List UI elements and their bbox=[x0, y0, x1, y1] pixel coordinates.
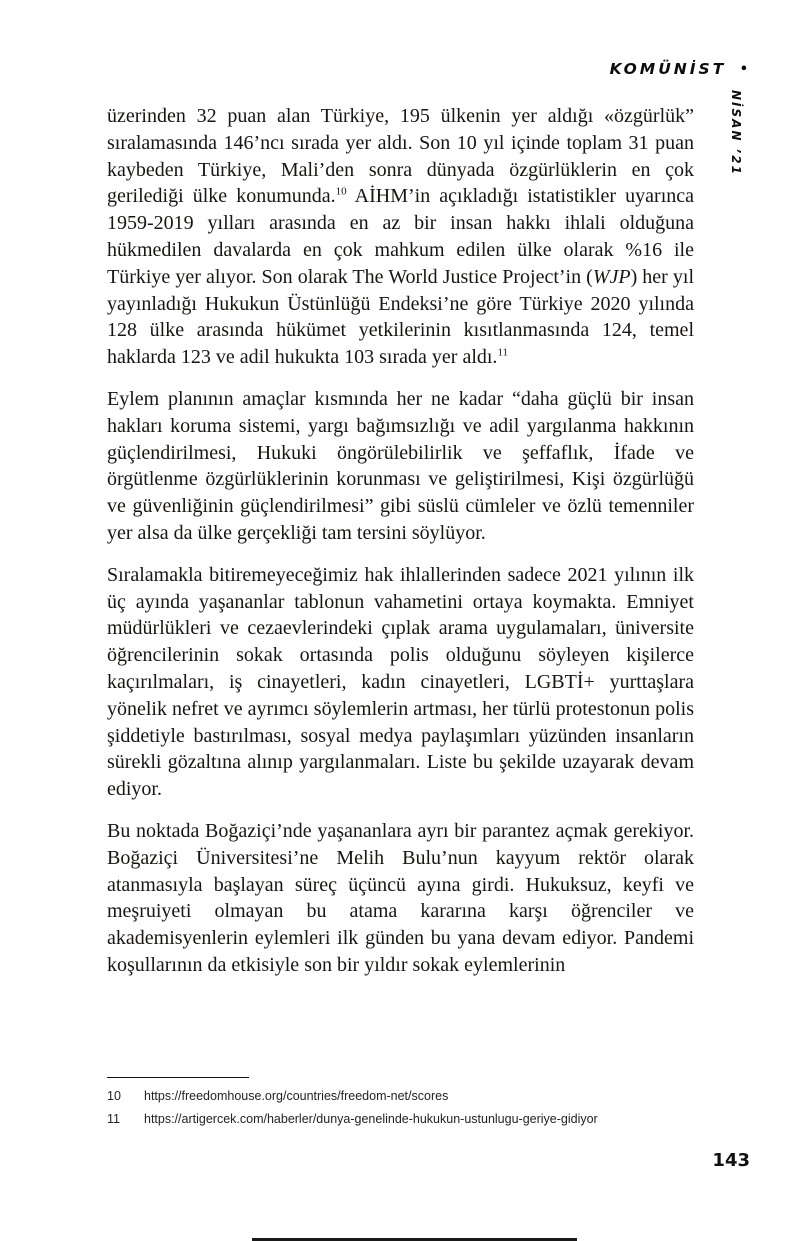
masthead bbox=[610, 60, 748, 78]
issue-date-vertical: NİSAN ’21 bbox=[729, 90, 743, 176]
paragraph-text: ) her yıl yayınladığı Hukukun Üstünlüğü Endeksi’ne göre Türkiye 2020 yılında 128 ülke arasında hükümet yetkilerinin kısıtlanmasında 124, temel haklarda 123 ve adil hukukta 103 sırada yer aldı. bbox=[107, 265, 694, 369]
paragraph-text: üzerinden 32 puan alan Türkiye, 195 ülkenin yer aldığı «özgürlük” sıralamasında 146’ncı sırada yer aldı. Son 10 yıl içinde toplam 31 puan kaybeden Türkiye, Mali’den sonra dünyada özgürlüklerin en çok gerilediği ülke konumunda. bbox=[107, 105, 694, 208]
magazine-title: KOMÜNİST bbox=[609, 60, 727, 78]
footnotes-section bbox=[107, 1077, 697, 1134]
masthead-bullet-icon: • bbox=[739, 62, 748, 77]
footnote-number: 10 bbox=[107, 1089, 121, 1103]
page-number: 143 bbox=[712, 1150, 750, 1171]
footnote-url: https://freedomhouse.org/countries/freedom-net/scores bbox=[144, 1089, 449, 1103]
article-body bbox=[107, 103, 694, 994]
footnote-10 bbox=[107, 1088, 697, 1105]
footnote-number: 11 bbox=[107, 1112, 120, 1126]
footnote-url: https://artigercek.com/haberler/dunya-genelinde-hukukun-ustunlugu-geriye-gidiyor bbox=[144, 1112, 598, 1126]
paragraph-freedom-rankings bbox=[107, 103, 694, 371]
footnote-11 bbox=[107, 1111, 697, 1128]
footnote-marker-10: 10 bbox=[335, 185, 347, 198]
wjp-abbreviation: WJP bbox=[592, 265, 631, 288]
paragraph-rights-violations: Sıralamakla bitiremeyeceğimiz hak ihlallerinden sadece 2021 yılının ilk üç ayında yaşananlar tablonun vahametini ortaya koymakta. Emniyet müdürlükleri ve cezaevlerindeki çıplak arama uygulamaları, üniversite öğrencilerinin sokak ortasında polis olduğunu söyleyen kişilerce kaçırılmaları, iş cinayetleri, kadın cinayetleri, LGBTİ+ yurttaşlara yönelik nefret ve ayrımcı söylemlerin artması, her türlü protestonun polis şiddetiyle bastırılması, sosyal medya paylaşımları yüzünden insanların sürekli gözaltına alınıp yargılanmaları. Liste bu şekilde uzayarak devam ediyor. bbox=[107, 563, 694, 801]
footnote-divider bbox=[107, 1077, 249, 1078]
paragraph-text: AİHM’in açıkladığı istatistikler uyarınca 1959-2019 yılları arasında en az bir insan hakkı ihlali olduğuna hükmedilen davalarda en çok mahkum edilen ülke olarak %16 ile Türkiye yer alıyor. Son olarak The World Justice Project’in ( bbox=[107, 185, 694, 288]
paragraph-action-plan: Eylem planının amaçlar kısmında her ne kadar “daha güçlü bir insan hakları koruma sistemi, yargı bağımsızlığı ve adil yargılanma hakkının güçlendirilmesi, Hukuki öngörülebilirlik ve şeffaflık, İfade ve örgütlenme özgürlüklerinin korunması ve geliştirilmesi, Kişi özgürlüğü ve güvenliğinin güçlendirilmesi” gibi süslü cümleler ve özlü temenniler yer alsa da ülke gerçekliği tam tersini söylüyor. bbox=[107, 387, 694, 544]
footnote-marker-11: 11 bbox=[497, 346, 509, 359]
paragraph-bogazici: Bu noktada Boğaziçi’nde yaşananlara ayrı bir parantez açmak gerekiyor. Boğaziçi Üniversitesi’ne Melih Bulu’nun kayyum rektör olarak atanmasıyla başlayan süreç üçüncü ayına girdi. Hukuksuz, keyfi ve meşruiyeti olmayan bu atama kararına karşı öğrenciler ve akademisyenlerin eylemleri ilk günden bu yana devam ediyor. Pandemi koşullarının da etkisiyle son bir yıldır sokak eylemlerinin bbox=[107, 819, 694, 976]
